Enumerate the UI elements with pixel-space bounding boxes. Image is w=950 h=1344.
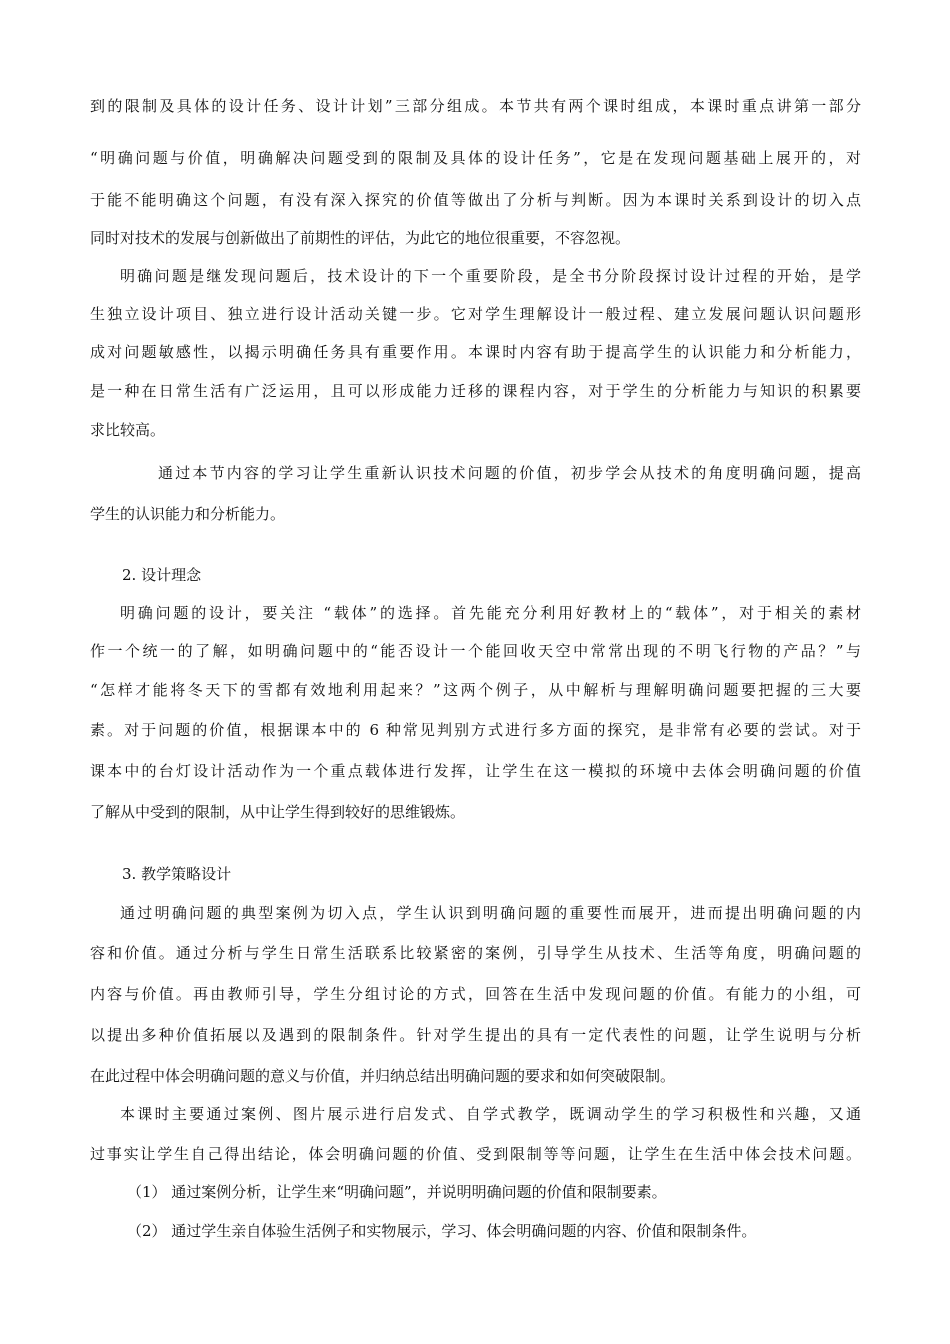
text-line: “明确问题与价值，明确解决问题受到的限制及具体的设计任务”，它是在发现问题基础上展开的，对 xyxy=(90,149,861,167)
text-line: 通过本节内容的学习让学生重新认识技术问题的价值，初步学会从技术的角度明确问题，提高 xyxy=(158,464,861,482)
text-line: “怎样才能将冬天下的雪都有效地利用起来？”这两个例子，从中解析与理解明确问题要把握的三大要 xyxy=(90,681,861,699)
text-line: 作一个统一的了解，如明确问题中的“能否设计一个能回收天空中常常出现的不明飞行物的产品？”与 xyxy=(90,642,861,660)
text-line: 学生的认识能力和分析能力。 xyxy=(90,505,286,523)
text-line: 课本中的台灯设计活动作为一个重点载体进行发挥，让学生在这一模拟的环境中去体会明确问题的价值 xyxy=(90,762,861,780)
text-line: 成对问题敏感性，以揭示明确任务具有重要作用。本课时内容有助于提高学生的认识能力和分析能力， xyxy=(90,343,861,361)
text-line: 了解从中受到的限制，从中让学生得到较好的思维锻炼。 xyxy=(90,803,466,821)
text-line: 到的限制及具体的设计任务、设计计划”三部分组成。本节共有两个课时组成，本课时重点讲第一部分 xyxy=(90,97,861,115)
text-line: 于能不能明确这个问题，有没有深入探究的价值等做出了分析与判断。因为本课时关系到设计的切入点 xyxy=(90,191,861,209)
text-line: 以提出多种价值拓展以及遇到的限制条件。针对学生提出的具有一定代表性的问题，让学生说明与分析 xyxy=(90,1026,861,1044)
section-heading: 3. 教学策略设计 xyxy=(122,865,232,883)
list-item: （2） 通过学生亲自体验生活例子和实物展示，学习、体会明确问题的内容、价值和限制条件。 xyxy=(127,1222,757,1240)
text-line: 素。对于问题的价值，根据课本中的 6 种常见判别方式进行多方面的探究，是非常有必要的尝试。对于 xyxy=(90,721,861,739)
list-item: （1） 通过案例分析，让学生来“明确问题”，并说明明确问题的价值和限制要素。 xyxy=(127,1183,667,1201)
section-heading: 2. 设计理念 xyxy=(122,566,202,584)
text-line: 通过明确问题的典型案例为切入点，学生认识到明确问题的重要性而展开，进而提出明确问题的内 xyxy=(120,904,861,922)
text-line: 求比较高。 xyxy=(90,421,166,439)
text-line: 内容与价值。再由教师引导，学生分组讨论的方式，回答在生活中发现问题的价值。有能力的小组，可 xyxy=(90,985,861,1003)
text-line: 是一种在日常生活有广泛运用，且可以形成能力迁移的课程内容，对于学生的分析能力与知识的积累要 xyxy=(90,382,861,400)
text-line: 同时对技术的发展与创新做出了前期性的评估，为此它的地位很重要，不容忽视。 xyxy=(90,229,631,247)
text-line: 过事实让学生自己得出结论，体会明确问题的价值、受到限制等等问题，让学生在生活中体会技术问题。 xyxy=(90,1145,861,1163)
text-line: 明确问题的设计，要关注 “载体”的选择。首先能充分利用好教材上的“载体”，对于相关的素材 xyxy=(120,604,861,622)
text-line: 容和价值。通过分析与学生日常生活联系比较紧密的案例，引导学生从技术、生活等角度，明确问题的 xyxy=(90,944,861,962)
text-line: 本课时主要通过案例、图片展示进行启发式、自学式教学，既调动学生的学习积极性和兴趣，又通 xyxy=(120,1105,861,1123)
text-line: 在此过程中体会明确问题的意义与价值，并归纳总结出明确问题的要求和如何突破限制。 xyxy=(90,1067,676,1085)
text-line: 明确问题是继发现问题后，技术设计的下一个重要阶段，是全书分阶段探讨设计过程的开始，是学 xyxy=(120,267,861,285)
text-line: 生独立设计项目、独立进行设计活动关键一步。它对学生理解设计一般过程、建立发展问题认识问题形 xyxy=(90,305,861,323)
